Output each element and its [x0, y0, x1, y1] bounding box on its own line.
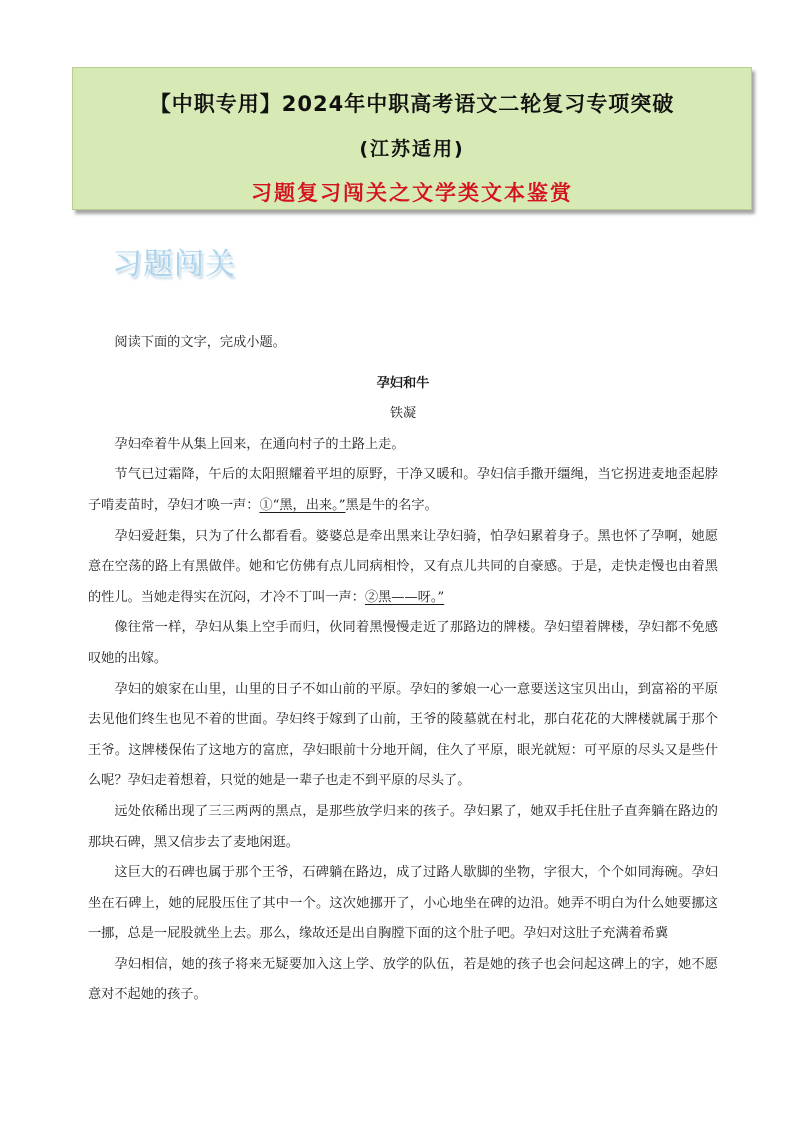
paragraph-8: 孕妇相信，她的孩子将来无疑要加入这上学、放学的队伍，若是她的孩子也会问起这碑上的字，她不愿意对不起她的孩子。	[88, 956, 718, 1003]
paragraph-2: 节气已过霜降，午后的太阳照耀着平坦的原野，干净又暖和。孕妇信手撒开缰绳，当它拐进麦地歪起脖子啃麦苗时，孕妇才唤一声：①“黑，出来。”黑是牛的名字。	[88, 467, 718, 513]
paragraph-6: 远处依稀出现了三三两两的黑点，是那些放学归来的孩子。孕妇累了，她双手托住肚子直奔躺在路边的那块石碑，黑又信步去了麦地闲逛。	[88, 803, 718, 850]
paragraph-1: 孕妇牵着牛从集上回来，在通向村子的土路上走。	[114, 436, 405, 452]
instruction: 阅读下面的文字，完成小题。	[114, 335, 286, 350]
paragraph-4: 像往常一样，孕妇从集上空手而归，伙同着黑慢慢走近了那路边的牌楼。孕妇望着牌楼，孕妇都不免感叹她的出嫁。	[88, 620, 718, 666]
story-author: 铁凝	[389, 406, 417, 422]
quote-2: ②黑——呀。”	[364, 589, 445, 605]
banner-title: 【中职专用】2024年中职高考语文二轮复习专项突破	[149, 92, 675, 116]
banner-subtitle: 习题复习闯关之文学类文本鉴赏	[251, 181, 573, 205]
title-banner	[72, 67, 752, 210]
paragraph-3: 孕妇爱赶集，只为了什么都看看。婆婆总是牵出黑来让孕妇骑，怕孕妇累着身子。黑也怀了孕啊，她愿意在空荡的路上有黑做伴。她和它仿佛有点儿同病相怜，又有点儿共同的自豪感。于是，走快走慢也由着黑的性儿。当她走得实在沉闷，才冷不丁叫一声：②黑——呀。”	[88, 528, 718, 605]
paragraph-7: 这巨大的石碑也属于那个王爷，石碑躺在路边，成了过路人歇脚的坐物，字很大，个个如同海碗。孕妇坐在石碑上，她的屁股压住了其中一个。这次她挪开了，小心地坐在碑的边沿。她弄不明白为什么她要挪这一挪，总是一屁股就坐上去。那么，缘故还是出自胸膛下面的这个肚子吧。孕妇对这肚子充满着希冀	[88, 865, 718, 942]
paragraph-5: 孕妇的娘家在山里，山里的日子不如山前的平原。孕妇的爹娘一心一意要送这宝贝出山，到富裕的平原去见他们终生也见不着的世面。孕妇终于嫁到了山前，王爷的陵墓就在村北，那白花花的大牌楼就属于那个王爷。这牌楼保佑了这地方的富庶，孕妇眼前十分地开阔，住久了平原，眼光就短：可平原的尽头又是些什么呢？孕妇走着想着，只觉的她是一辈子也走不到平原的尽头了。	[88, 681, 718, 789]
story-title: 孕妇和牛	[376, 375, 430, 391]
quote-1: ①“黑，出来。”	[259, 497, 346, 513]
reading-passage	[88, 328, 718, 1011]
banner-region: (江苏适用)	[359, 138, 465, 160]
section-title: 习题闯关	[112, 247, 236, 282]
